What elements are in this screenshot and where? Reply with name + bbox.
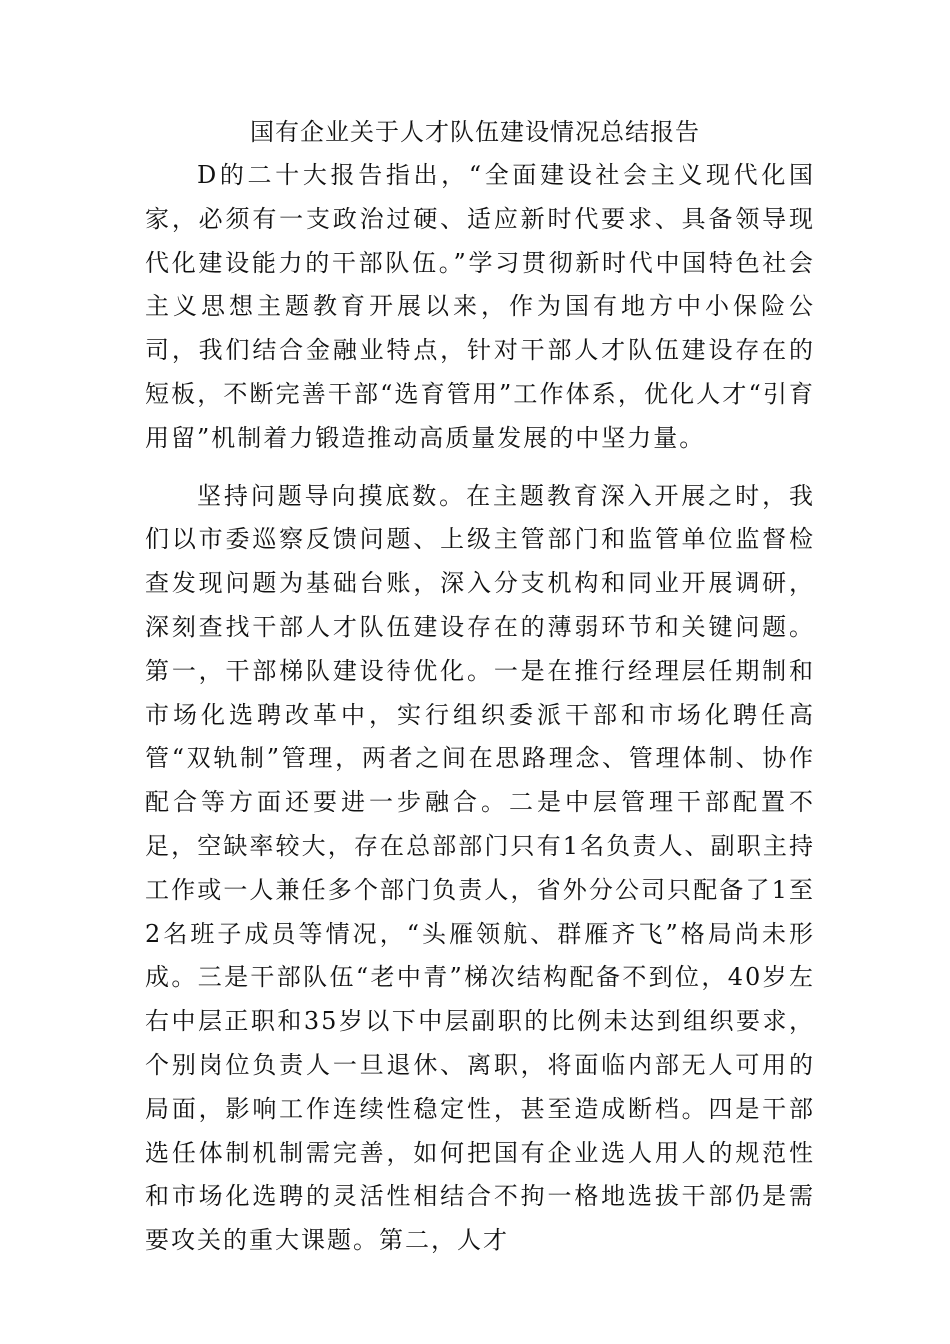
document-title: 国有企业关于人才队伍建设情况总结报告: [250, 118, 700, 146]
paragraph-intro: D的二十大报告指出，“全面建设社会主义现代化国家，必须有一支政治过硬、适应新时代要求、具备领导现代化建设能力的干部队伍。”学习贯彻新时代中国特色社会主义思想主题教育开展以来，作为国有地方中小保险公司，我们结合金融业特点，针对干部人才队伍建设存在的短板，不断完善干部“选育管用”工作体系，优化人才“引育用留”机制着力锻造推动高质量发展的中坚力量。: [145, 161, 815, 452]
document-body: [145, 154, 815, 1263]
paragraph-problem-orientation: 坚持问题导向摸底数。在主题教育深入开展之时，我们以市委巡察反馈问题、上级主管部门和监管单位监督检查发现问题为基础台账，深入分支机构和同业开展调研，深刻查找干部人才队伍建设存在的薄弱环节和关键问题。第一，干部梯队建设待优化。一是在推行经理层任期制和市场化选聘改革中，实行组织委派干部和市场化聘任高管“双轨制”管理，两者之间在思路理念、管理体制、协作配合等方面还要进一步融合。二是中层管理干部配置不足，空缺率较大，存在总部部门只有1名负责人、副职主持工作或一人兼任多个部门负责人，省外分公司只配备了1至2名班子成员等情况，“头雁领航、群雁齐飞”格局尚未形成。三是干部队伍“老中青”梯次结构配备不到位，40岁左右中层正职和35岁以下中层副职的比例未达到组织要求，个别岗位负责人一旦退休、离职，将面临内部无人可用的局面，影响工作连续性稳定性，甚至造成断档。四是干部选任体制机制需完善，如何把国有企业选人用人的规范性和市场化选聘的灵活性相结合不拘一格地选拔干部仍是需要攻关的重大课题。第二，人才: [145, 481, 815, 1255]
